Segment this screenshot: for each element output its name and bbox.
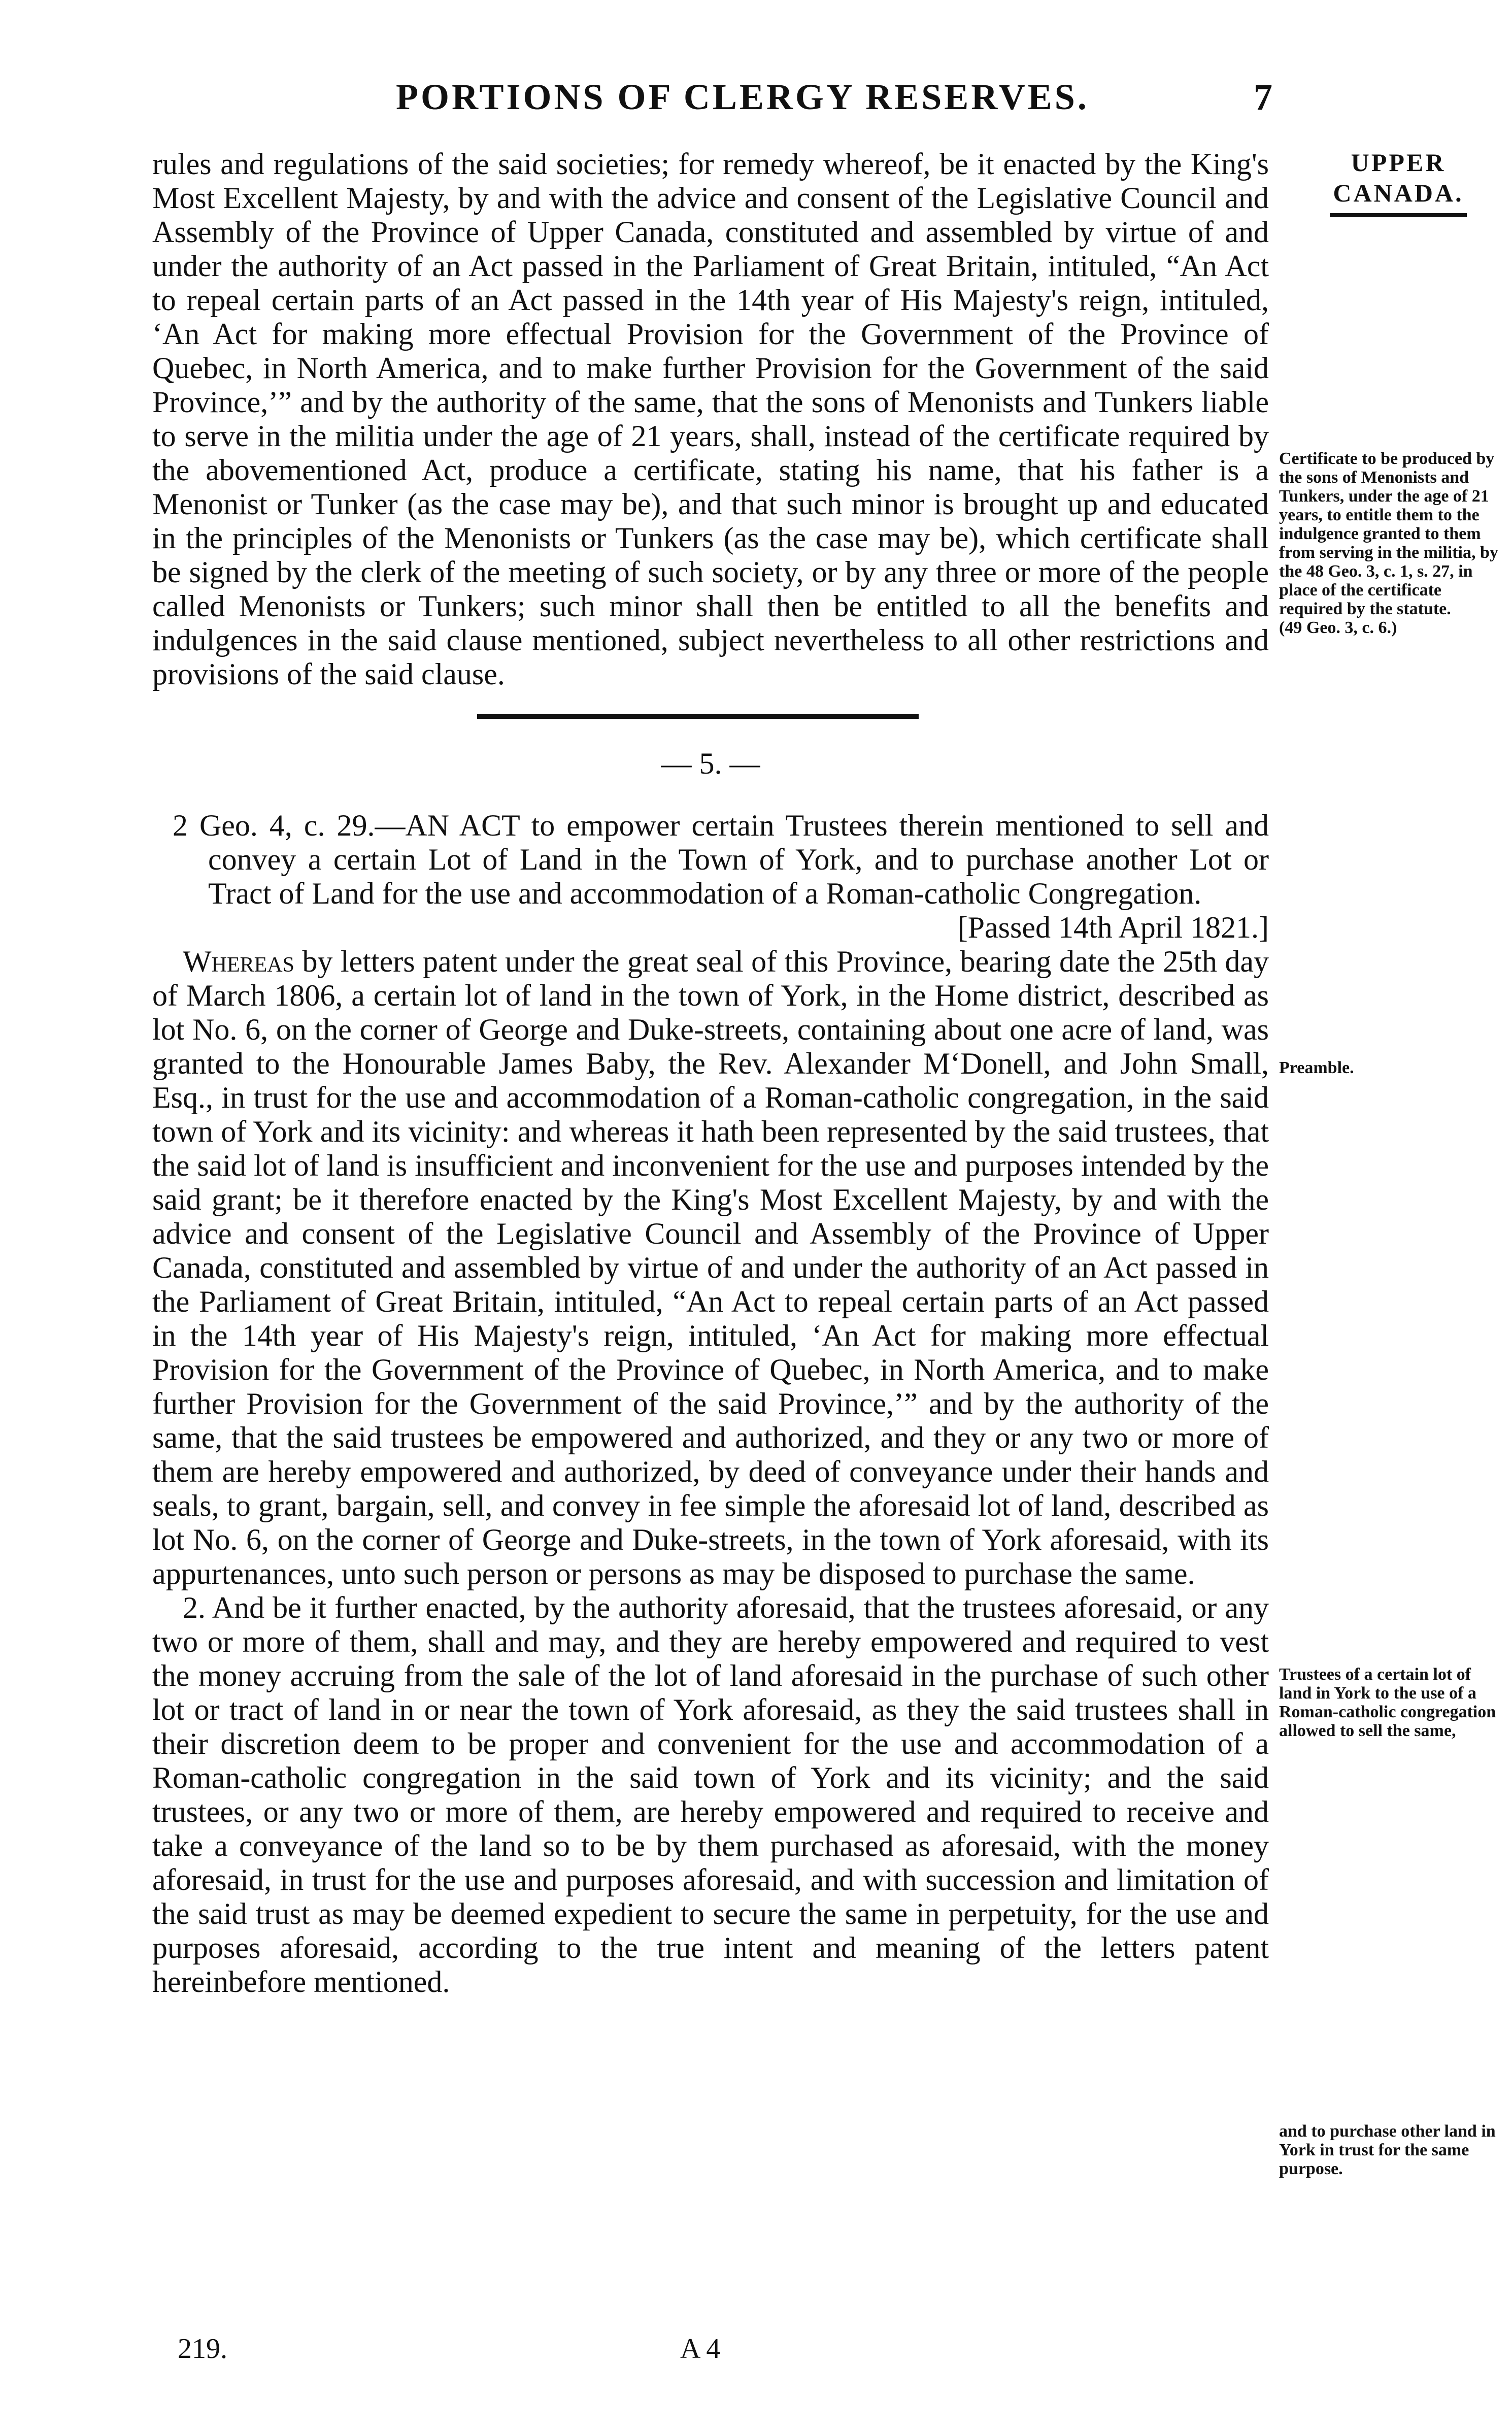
running-title: PORTIONS OF CLERGY RESERVES. [396,77,1089,117]
margin-note-trustees: Trustees of a certain lot of land in York to the use of a Roman-catholic congregation allowed to sell the same, [1279,1665,1496,1740]
note-certificate-text: Certificate to be produced by the sons of Menonists and Tunkers, under the age of 21 years, to entitle them to the indulgence granted to them from serving in the militia, by the 48 Geo. 3, c. 1, s. 27, in place of the certificate required by the statute. [1279,449,1498,618]
passed-date: [Passed 14th April 1821.] [957,911,1269,944]
whereas-word: Whereas [183,945,294,978]
act-title: 2 Geo. 4, c. 29.—AN ACT to empower certain Trustees therein mentioned to sell and convey a certain Lot of Land in the Town of York, and to purchase another Lot or Tract of Land for the use and accommodation of a Roman-catholic Congregation. [173,809,1269,910]
main-text [152,147,1269,1999]
province-label: UPPER CANADA. [1333,148,1464,207]
section-two-paragraph: 2. And be it further enacted, by the authority aforesaid, that the trustees aforesaid, or any two or more of them, shall and may, and they are hereby empowered and required to vest the money accruing from the sale of the lot of land aforesaid in the purchase of such other lot or tract of land in or near the town of York aforesaid, as they the said trustees shall in their discretion deem to be proper and convenient for the use and accommodation of a Roman-catholic congregation in the said town of York and its vicinity; and the said trustees, or any two or more of them, are hereby empowered and required to receive and take a conveyance of the land so to be by them purchased as aforesaid, with the money aforesaid, in trust for the use and purposes aforesaid, and with succession and limitation of the said trust as may be deemed expedient to secure the same in perpetuity, for the use and purposes aforesaid, according to the true intent and meaning of the letters patent hereinbefore mentioned. [152,1591,1269,1999]
page-footer [0,2333,1512,2373]
province-rule [1330,213,1467,217]
section-number: — 5. — [661,747,760,780]
page-header [0,76,1512,132]
margin-note-certificate [1279,449,1502,637]
preamble-text: by letters patent under the great seal of this Province, bearing date the 25th day of March 1806, a certain lot of land in the town of York, in the Home district, described as lot No. 6, on the corner of George and Duke-streets, containing about one acre of land, was granted to the Honourable James Baby, the Rev. Alexander M‘Donell, and John Small, Esq., in trust for the use and accommodation of a Roman-catholic congregation, in the said town of York and its vicinity: and whereas it hath been represented by the said trustees, that the said lot of land is insufficient and inconvenient for the use and purposes intended by the said grant; be it therefore enacted by the King's Most Excellent Majesty, by and with the advice and consent of the Legislative Council and Assembly of the Province of Upper Canada, constituted and assembled by virtue of and under the authority of an Act passed in the Parliament of Great Britain, intituled, “An Act to repeal certain parts of an Act passed in the 14th year of His Majesty's reign, intituled, ‘An Act for making more effectual Provision for the Government of the Province of Quebec, in North America, and to make further Provision for the Government of the said Province,’” and by the authority of the same, that the said trustees be empowered and authorized, and they or any two or more of them are hereby empowered and authorized, by deed of conveyance under their hands and seals, to grant, bargain, sell, and convey in fee simple the aforesaid lot of land, described as lot No. 6, on the corner of George and Duke-streets, in the town of York aforesaid, with its appurtenances, unto such person or persons as may be disposed to purchase the same. [152,945,1269,1590]
page-number: 7 [1254,77,1272,118]
signature-mark: A 4 [680,2333,721,2365]
margin-note-purchase: and to purchase other land in York in trust for the same purpose. [1279,2122,1496,2178]
margin-province-heading [1315,147,1482,217]
section-rule [477,714,919,719]
margin-note-preamble: Preamble. [1279,1058,1354,1077]
footer-number: 219. [178,2333,227,2365]
note-certificate-ref: (49 Geo. 3, c. 6.) [1279,618,1397,637]
preamble-paragraph [152,945,1269,1591]
continuation-paragraph: rules and regulations of the said societies; for remedy whereof, be it enacted by the King's Most Excellent Majesty, by and with the advice and consent of the Legislative Council and Assembly of the Province of Upper Canada, constituted and assembled by virtue of and under the authority of an Act passed in the Parliament of Great Britain, intituled, “An Act to repeal certain parts of an Act passed in the 14th year of His Majesty's reign, intituled, ‘An Act for making more effectual Provision for the Government of the Province of Quebec, in North America, and to make further Provision for the Government of the said Province,’” and by the authority of the same, that the sons of Menonists and Tunkers liable to serve in the militia under the age of 21 years, shall, instead of the certificate required by the abovementioned Act, produce a certificate, stating his name, that his father is a Menonist or Tunker (as the case may be), and that such minor is brought up and educated in the principles of the Menonists or Tunkers (as the case may be), which certificate shall be signed by the clerk of the meeting of such society, or by any three or more of the people called Menonists or Tunkers; such minor shall then be entitled to all the benefits and indulgences in the said clause mentioned, subject nevertheless to all other restrictions and provisions of the said clause. [152,147,1269,691]
